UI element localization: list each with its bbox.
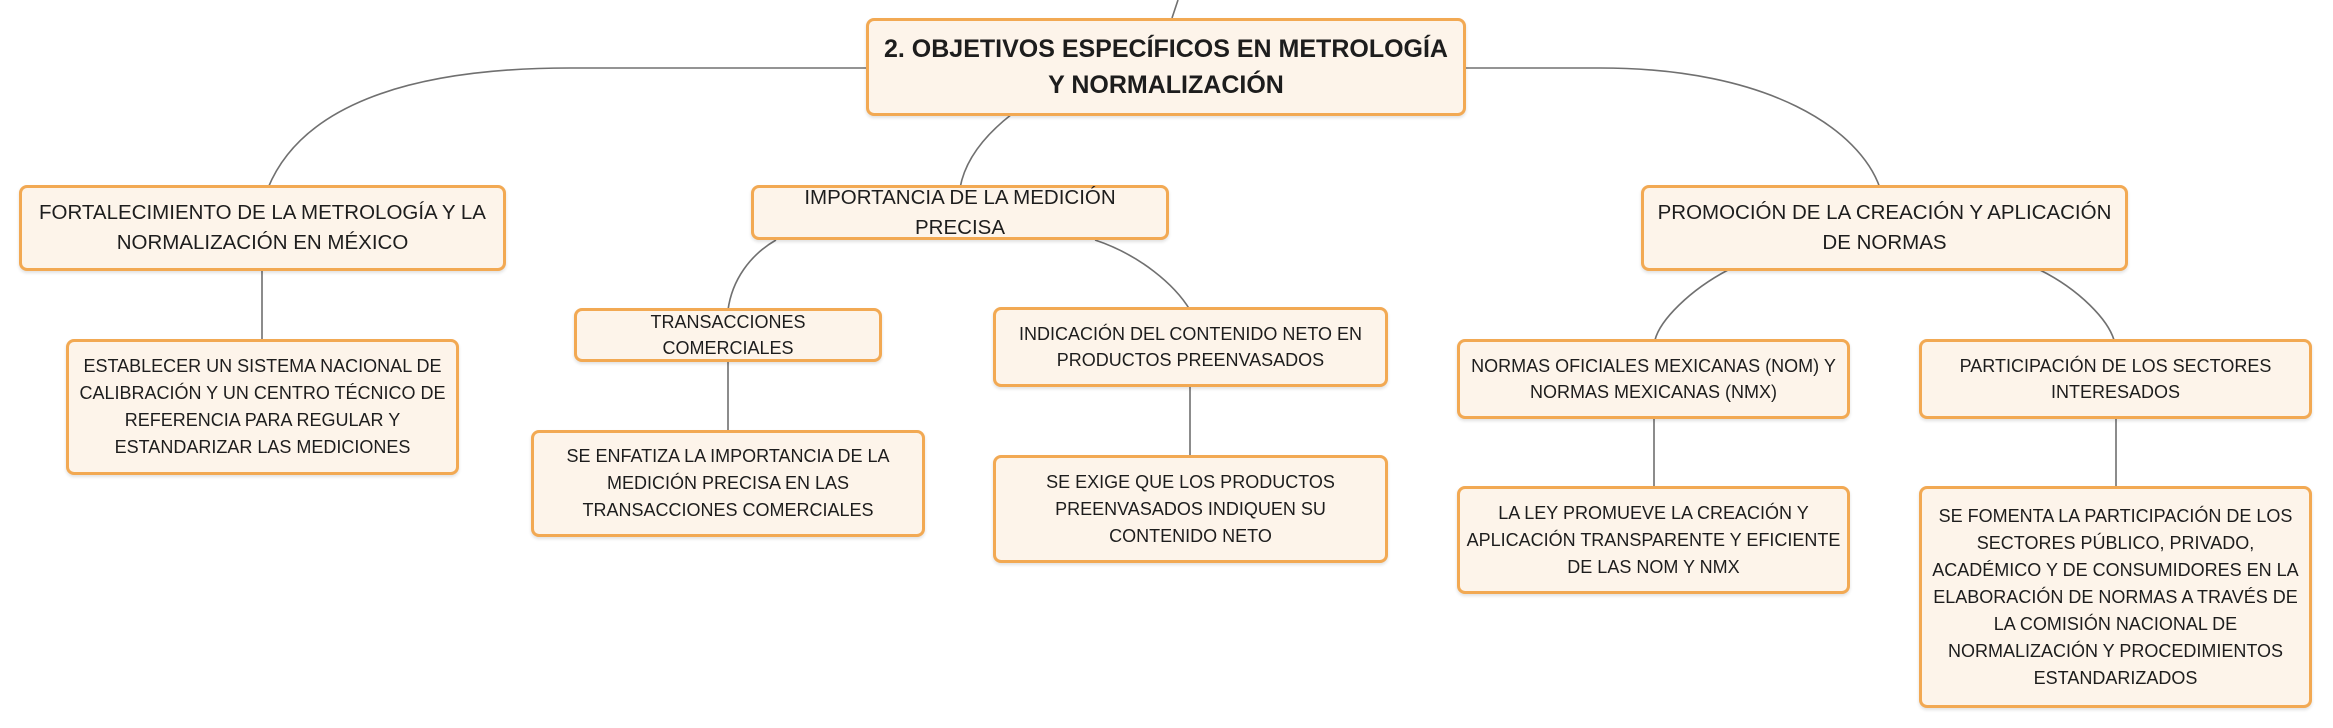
subtopic-contenido-neto-text: INDICACIÓN DEL CONTENIDO NETO EN PRODUCTOS PREENVASADOS (1018, 324, 1363, 370)
leaf-enfatiza-medicion-text: SE ENFATIZA LA IMPORTANCIA DE LA MEDICIÓN PRECISA EN LAS TRANSACCIONES COMERCIALES (566, 446, 890, 520)
subtopic-participacion-sectores-text: PARTICIPACIÓN DE LOS SECTORES INTERESADOS (1959, 356, 2272, 402)
connector-normas-to-nom (1655, 270, 1728, 340)
connector-root-to-branch-metrologia (268, 68, 866, 188)
connector-root-to-branch-medicion (960, 114, 1012, 188)
leaf-sistema-nacional[interactable] (66, 339, 459, 475)
leaf-enfatiza-medicion[interactable] (531, 430, 925, 537)
leaf-sistema-nacional-text: ESTABLECER UN SISTEMA NACIONAL DE CALIBRACIÓN Y UN CENTRO TÉCNICO DE REFERENCIA PARA REGULAR Y ESTANDARIZAR LAS MEDICIONES (79, 356, 446, 457)
branch-promocion-normas-text: PROMOCIÓN DE LA CREACIÓN Y APLICACIÓN DE NORMAS (1657, 201, 2112, 254)
branch-promocion-normas[interactable] (1641, 185, 2128, 271)
subtopic-participacion-sectores[interactable] (1919, 339, 2312, 419)
root-topic-text: 2. OBJETIVOS ESPECÍFICOS EN METROLOGÍA Y NORMALIZACIÓN (884, 35, 1448, 99)
connector-medicion-to-transacciones (728, 240, 776, 310)
leaf-fomenta-participacion-text: SE FOMENTA LA PARTICIPACIÓN DE LOS SECTORES PÚBLICO, PRIVADO, ACADÉMICO Y DE CONSUMIDORES EN LA ELABORACIÓN DE NORMAS A TRAVÉS DE LA COMISIÓN NACIONAL DE NORMALIZACIÓN Y PROCEDIMIENTOS ESTANDARIZADOS (1932, 505, 2299, 688)
leaf-exige-contenido[interactable] (993, 455, 1388, 563)
leaf-ley-promueve[interactable] (1457, 486, 1850, 594)
subtopic-nom-nmx[interactable] (1457, 339, 1850, 419)
branch-fortalecimiento-text: FORTALECIMIENTO DE LA METROLOGÍA Y LA NORMALIZACIÓN EN MÉXICO (39, 201, 486, 254)
subtopic-contenido-neto[interactable] (993, 307, 1388, 387)
subtopic-transacciones-text: TRANSACCIONES COMERCIALES (650, 312, 806, 358)
connector-medicion-to-contenido (1095, 240, 1190, 310)
root-topic[interactable] (866, 18, 1466, 116)
subtopic-nom-nmx-text: NORMAS OFICIALES MEXICANAS (NOM) Y NORMAS MEXICANAS (NMX) (1471, 356, 1836, 402)
subtopic-transacciones[interactable] (574, 308, 882, 362)
leaf-exige-contenido-text: SE EXIGE QUE LOS PRODUCTOS PREENVASADOS INDIQUEN SU CONTENIDO NETO (1046, 471, 1335, 546)
branch-importancia-medicion[interactable] (751, 185, 1169, 240)
connector-parent-stub (1172, 0, 1178, 18)
connector-normas-to-participacion (2040, 270, 2114, 340)
connector-root-to-branch-normas (1466, 68, 1880, 188)
leaf-fomenta-participacion[interactable] (1919, 486, 2312, 708)
leaf-ley-promueve-text: LA LEY PROMUEVE LA CREACIÓN Y APLICACIÓN TRANSPARENTE Y EFICIENTE DE LAS NOM Y NMX (1466, 502, 1841, 577)
branch-importancia-medicion-text: IMPORTANCIA DE LA MEDICIÓN PRECISA (804, 185, 1116, 239)
branch-fortalecimiento[interactable] (19, 185, 506, 271)
